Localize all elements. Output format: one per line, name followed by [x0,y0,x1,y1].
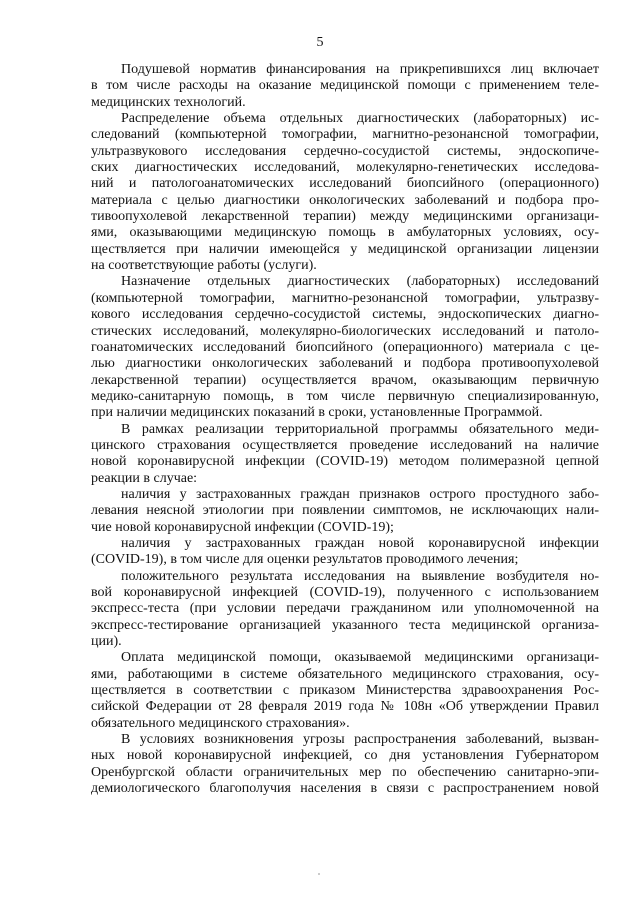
text-line: медико-санитарную помощь, в том числе первичную специализированную, [91,388,599,404]
paragraph [91,274,599,421]
text-line: ских диагностических исследований, молекулярно-генетических исследова- [91,160,599,176]
text-line: В условиях возникновения угрозы распространения заболеваний, вызван- [121,732,599,748]
text-line: экспресс-тестирование организацией указанного теста медицинской организа- [91,617,599,633]
text-line: цинского страхования осуществляется проведение исследований на наличие [91,437,599,453]
paragraph [91,536,599,569]
text-line: медицинских технологий. [91,94,246,110]
page-number: 5 [316,35,324,50]
text-line: Назначение отдельных диагностических (лабораторных) исследований [121,274,599,290]
text-line: демиологического благополучия населения в связи с распространением новой [91,781,599,797]
text-line: стических исследований, молекулярно-биологических исследований и патоло- [91,323,599,339]
paragraph [91,650,599,732]
text-line: ний и патологоанатомических исследований биопсийного (операционного) [91,176,599,192]
text-line: наличия у застрахованных граждан новой коронавирусной инфекции [121,535,599,551]
text-line: ществляется в соответствии с приказом Министерства здравоохранения Рос- [91,683,599,699]
text-line: ями, работающими в системе обязательного медицинского страхования, осу- [91,666,599,682]
paragraph [91,111,599,274]
text-line: (COVID-19), в том числе для оценки результатов проводимого лечения; [91,552,519,568]
text-line: положительного результата исследования на выявление возбудителя но- [121,568,599,584]
paragraph [91,732,599,797]
text-line: гоанатомических исследований биопсийного (операционного) материала с це- [91,339,599,355]
text-line: сийской Федерации от 28 февраля 2019 года № 108н «Об утверждении Правил [91,699,599,715]
text-line: Распределение объема отдельных диагностических (лабораторных) ис- [121,111,599,127]
paragraph [91,569,599,651]
text-line: ции). [91,634,122,650]
text-line: В рамках реализации территориальной программы обязательного меди- [121,421,599,437]
text-line: следований (компьютерной томографии, магнитно-резонансной томографии, [91,127,599,143]
text-line: новой коронавирусной инфекции (COVID-19) методом полимеразной цепной [91,454,599,470]
text-line: ультразвукового исследования сердечно-сосудистой системы, эндоскопиче- [91,143,599,159]
text-line: реакции в случае: [91,470,198,486]
text-line: кового исследования сердечно-сосудистой системы, эндоскопических диагно- [91,307,599,323]
text-line: ных новой коронавирусной инфекцией, со дня установления Губернатором [91,748,599,764]
text-line: экспресс-теста (при условии передачи гражданином или уполномоченной на [91,601,599,617]
text-line: лекарственной терапии) осуществляется врачом, оказывающим первичную [91,372,599,388]
scan-speck [318,873,320,875]
text-line: левания неясной этиологии при появлении симптомов, не исключающих нали- [91,503,599,519]
text-line: на соответствующие работы (услуги). [91,258,317,274]
text-line: (компьютерной томографии, магнитно-резонансной томографии, ультразву- [91,290,599,306]
text-line: тивоопухолевой лекарственной терапии) между медицинскими организаци- [91,209,599,225]
text-line: материала с целью диагностики онкологических заболеваний и подбора про- [91,192,599,208]
text-line: лью диагностики онкологических заболеваний и подбора противоопухолевой [91,356,599,372]
text-line: ями, оказывающими медицинскую помощь в амбулаторных условиях, осу- [91,225,599,241]
text-line: Оренбургской области ограничительных мер по обеспечению санитарно-эпи- [91,764,599,780]
paragraph [91,487,599,536]
paragraph [91,422,599,487]
paragraph [91,62,599,111]
text-line: Подушевой норматив финансирования на прикрепившихся лиц включает [121,62,599,77]
text-line: в том числе расходы на оказание медицинской помощи с применением теле- [91,78,599,94]
text-line: наличия у застрахованных граждан признаков острого простудного забо- [121,486,599,502]
text-line: при наличии медицинских показаний в сроки, установленные Программой. [91,405,543,421]
text-line: ществляется при наличии имеющейся у медицинской организации лицензии [91,241,599,257]
text-line: вой коронавирусной инфекцией (COVID-19), полученного с использованием [91,585,599,600]
text-line: чие новой коронавирусной инфекции (COVID-19); [91,519,394,535]
text-line: Оплата медицинской помощи, оказываемой медицинскими организаци- [121,650,599,666]
text-line: обязательного медицинского страхования». [91,715,350,731]
document-body [91,62,599,797]
